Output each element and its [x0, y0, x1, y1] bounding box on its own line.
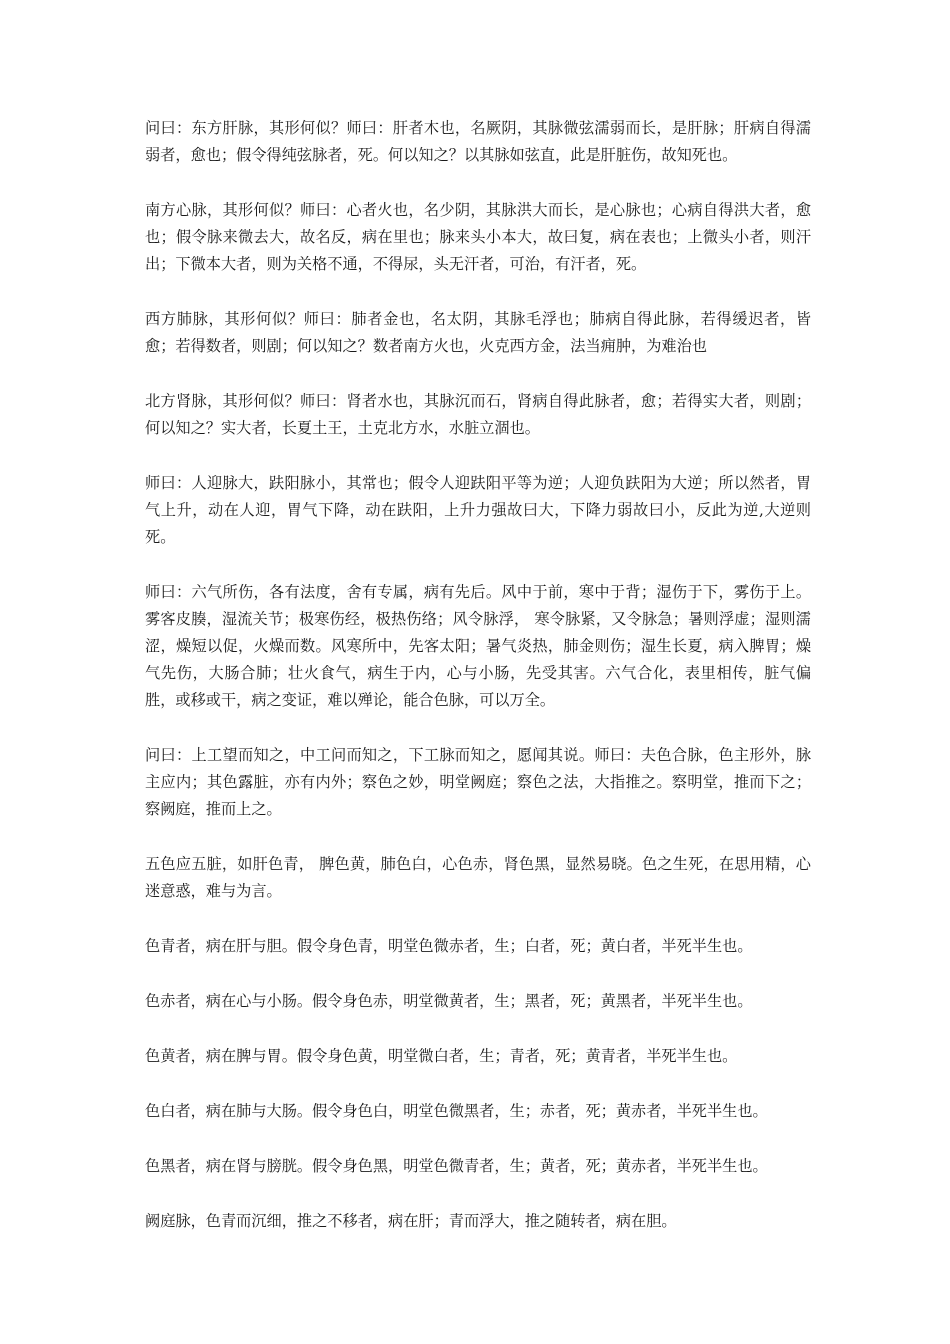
paragraph-color-green: 色青者，病在肝与胆。假令身色青，明堂色微赤者，生；白者，死；黄白者，半死半生也。 — [145, 937, 753, 955]
paragraph-color-red: 色赤者，病在心与小肠。假令身色赤，明堂微黄者，生；黑者，死；黄黑者，半死半生也。 — [145, 992, 753, 1010]
paragraph-five-colors: 五色应五脏，如肝色青， 脾色黄，肺色白，心色赤，肾色黑，显然易晓。色之生死，在思用精，心迷意惑，难与为言。 — [145, 855, 811, 900]
document-page — [145, 115, 811, 1263]
paragraph-color-yellow: 色黄者，病在脾与胃。假令身色黄，明堂微白者，生；青者，死；黄青者，半死半生也。 — [145, 1047, 738, 1065]
paragraph-queting-pulse: 阙庭脉，色青而沉细，推之不移者，病在肝；青而浮大，推之随转者，病在胆。 — [145, 1212, 677, 1230]
paragraph-six-qi: 师曰：六气所伤，各有法度，舍有专属，病有先后。风中于前，寒中于背；湿伤于下，雾伤于上。雾客皮腠，湿流关节；极寒伤经，极热伤络；风令脉浮， 寒令脉紧，又令脉急；暑则浮虚；湿则濡涩，燥短以促，火燥而数。风寒所中，先客太阳；暑气炎热，肺金则伤；湿生长夏，病入脾胃；燥气先伤，大肠合肺；壮火食气，病生于内，心与小肠，先受其害。六气合化，表里相传，脏气偏胜，或移或干，病之变证，难以殚论，能合色脉，可以万全。 — [145, 583, 811, 709]
paragraph-west-lung-pulse: 西方肺脉，其形何似？师曰：肺者金也，名太阴，其脉毛浮也；肺病自得此脉，若得缓迟者，皆愈；若得数者，则剧；何以知之？数者南方火也，火克西方金，法当痈肿，为难治也 — [145, 310, 811, 355]
paragraph-north-kidney-pulse: 北方肾脉，其形何似？师曰：肾者水也，其脉沉而石，肾病自得此脉者，愈；若得实大者，则剧；何以知之？实大者，长夏土王，土克北方水，水脏立涸也。 — [145, 392, 811, 437]
paragraph-color-black: 色黑者，病在肾与膀胱。假令身色黑，明堂色微青者，生；黄者，死；黄赤者，半死半生也。 — [145, 1157, 768, 1175]
paragraph-observation: 问曰：上工望而知之，中工问而知之，下工脉而知之，愿闻其说。师曰：夫色合脉，色主形外，脉主应内；其色露脏，亦有内外；察色之妙，明堂阙庭；察色之法，大指推之。察明堂，推而下之；察阙庭，推而上之。 — [145, 746, 811, 818]
paragraph-south-heart-pulse: 南方心脉，其形何似？师曰：心者火也，名少阴，其脉洪大而长，是心脉也；心病自得洪大者，愈也；假令脉来微去大，故名反，病在里也；脉来头小本大，故曰复，病在表也；上微头小者，则汗出；下微本大者，则为关格不通，不得尿，头无汗者，可治，有汗者，死。 — [145, 201, 811, 273]
paragraph-renying-fuyang: 师曰：人迎脉大，趺阳脉小，其常也；假令人迎趺阳平等为逆；人迎负趺阳为大逆；所以然者，胃气上升，动在人迎，胃气下降，动在趺阳，上升力强故曰大，下降力弱故曰小，反此为逆,大逆则死。 — [145, 474, 811, 546]
paragraph-east-liver-pulse: 问曰：东方肝脉，其形何似？师曰：肝者木也，名厥阴，其脉微弦濡弱而长，是肝脉；肝病自得濡弱者，愈也；假令得纯弦脉者，死。何以知之？以其脉如弦直，此是肝脏伤，故知死也。 — [145, 119, 811, 164]
paragraph-color-white: 色白者，病在肺与大肠。假令身色白，明堂色微黑者，生；赤者，死；黄赤者，半死半生也。 — [145, 1102, 768, 1120]
